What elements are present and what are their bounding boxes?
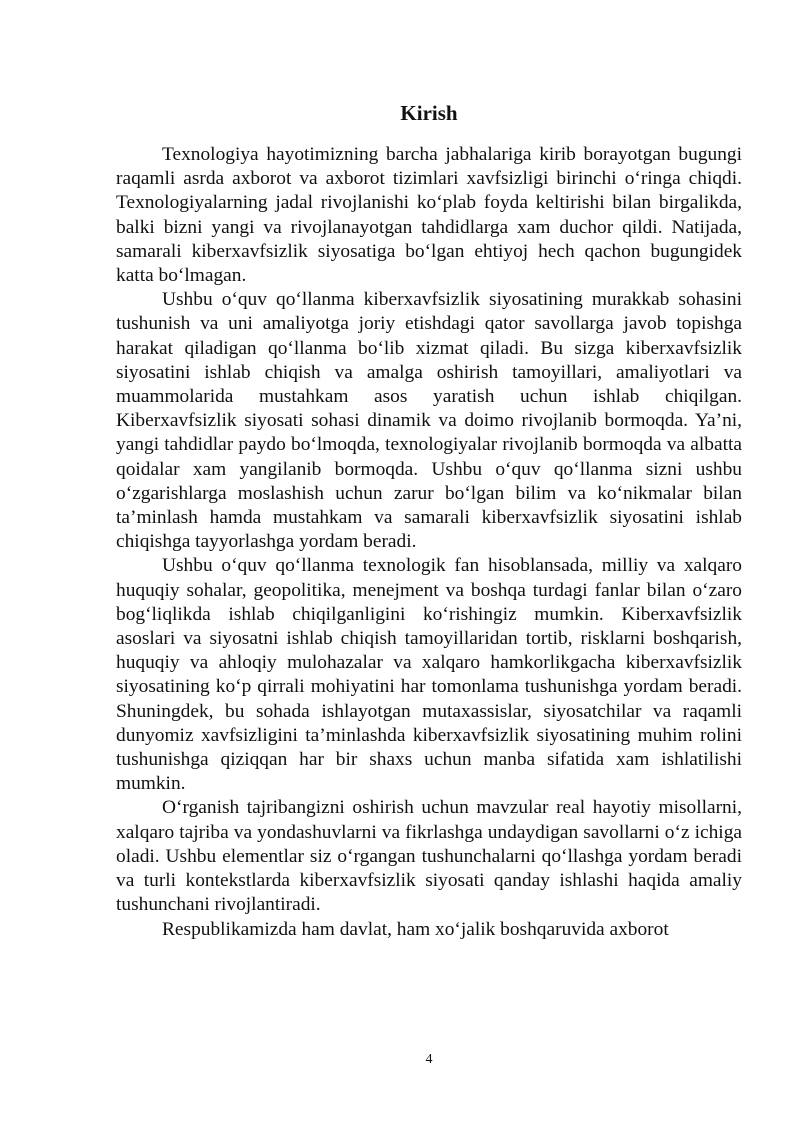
paragraph-intro: Texnologiya hayotimizning barcha jabhalariga kirib borayotgan bugungi raqamli asrda axborot va axborot tizimlari xavfsizligi birinchi oʻringa chiqdi. Texnologiyalarning jadal rivojlanishi koʻplab foyda keltirishi bilan birgalikda, balki bizni yangi va rivojlanayotgan tahdidlarga xam duchor qildi. Natijada, samarali kiberxavfsizlik siyosatiga boʻlgan ehtiyoj hech qachon bugungidek katta boʻlmagan.: [116, 144, 742, 287]
paragraph-purpose: Ushbu oʻquv qoʻllanma kiberxavfsizlik siyosatining murakkab sohasini tushunish va uni amaliyotga joriy etishdagi qator savollarga javob topishga harakat qiladigan qoʻllanma boʻlib xizmat qiladi. Bu sizga kiberxavfsizlik siyosatini ishlab chiqish va amalga oshirish tamoyillari, amaliyotlari va muammolarida mustahkam asos yaratish uchun ishlab chiqilgan. Kiberxavfsizlik siyosati sohasi dinamik va doimo rivojlanib bormoqda. Yaʼni, yangi tahdidlar paydo boʻlmoqda, texnologiyalar rivojlanib bormoqda va albatta qoidalar xam yangilanib bormoqda. Ushbu oʻquv qoʻllanma sizni ushbu oʻzgarishlarga moslashish uchun zarur boʻlgan bilim va koʻnikmalar bilan taʼminlash hamda mustahkam va samarali kiberxavfsizlik siyosatini ishlab chiqishga tayyorlashga yordam beradi.: [116, 289, 742, 553]
body-text: [116, 143, 742, 942]
page-number: 4: [425, 1052, 433, 1067]
paragraph-learning: Oʻrganish tajribangizni oshirish uchun mavzular real hayotiy misollarni, xalqaro tajriba va yondashuvlarni va fikrlashga undaydigan savollarni oʻz ichiga oladi. Ushbu elementlar siz oʻrgangan tushunchalarni qoʻllashga yordam beradi va turli kontekstlarda kiberxavfsizlik siyosati qanday ishlashi haqida amaliy tushunchani rivojlantiradi.: [116, 797, 742, 916]
page-title: Kirish: [400, 101, 458, 125]
paragraph-scope: Ushbu oʻquv qoʻllanma texnologik fan hisoblansada, milliy va xalqaro huquqiy sohalar, geopolitika, menejment va boshqa turdagi fanlar bilan oʻzaro bogʻliqlikda ishlab chiqilganligini koʻrishingiz mumkin. Kiberxavfsizlik asoslari va siyosatni ishlab chiqish tamoyillaridan tortib, risklarni boshqarish, huquqiy va ahloqiy mulohazalar va xalqaro hamkorlikgacha kiberxavfsizlik siyosatining koʻp qirrali mohiyatini har tomonlama tushunishga yordam beradi. Shuningdek, bu sohada ishlayotgan mutaxassislar, siyosatchilar va raqamli dunyomiz xavfsizligini taʼminlashda kiberxavfsizlik siyosatining muhim rolini tushunishga qiziqqan har bir shaxs uchun manba sifatida xam ishlatilishi mumkin.: [116, 555, 742, 795]
paragraph-republic: Respublikamizda ham davlat, ham xoʻjalik boshqaruvida axborot: [162, 918, 669, 940]
